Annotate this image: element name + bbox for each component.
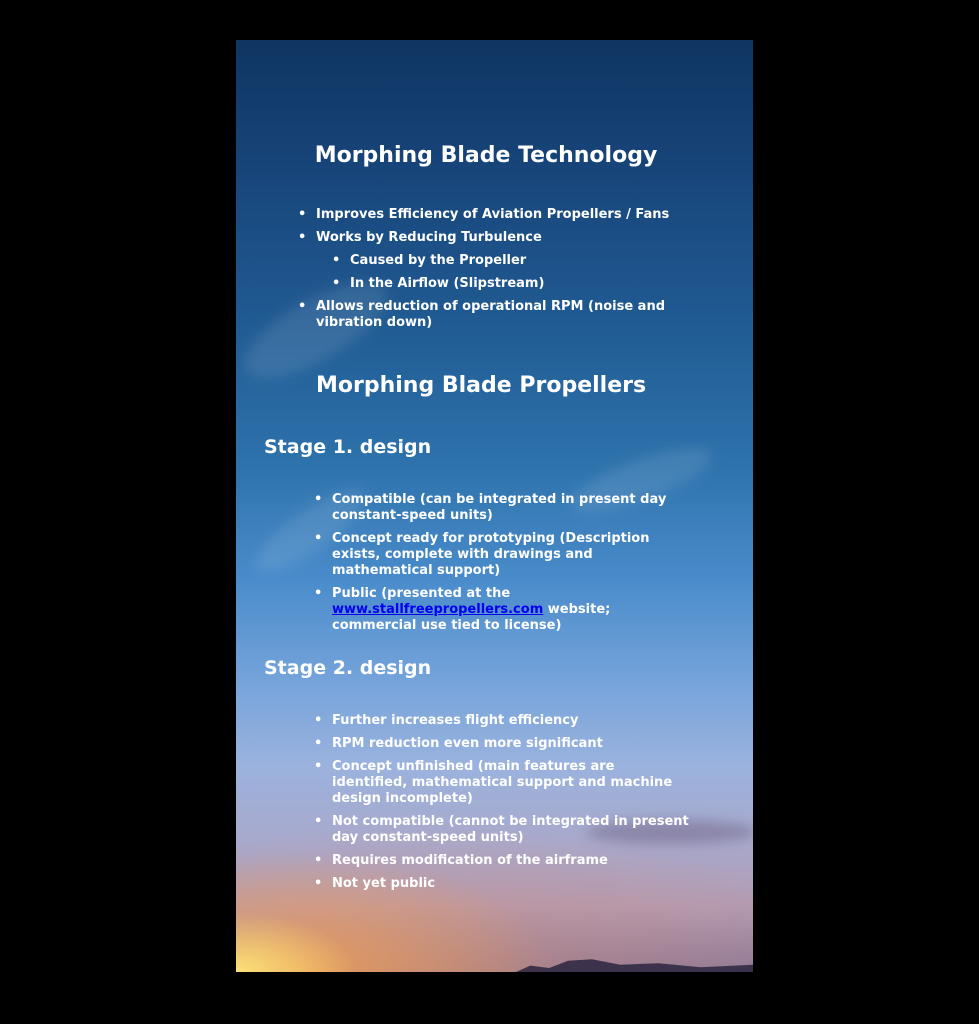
list-item: • Concept unfinished (main features are identified, mathematical support and machine design incomplete) <box>314 759 694 807</box>
stage-2-bullet-list <box>314 713 694 899</box>
sky-background-panel <box>236 40 753 972</box>
list-item: • Compatible (can be integrated in present day constant-speed units) <box>314 492 694 524</box>
list-item-sub: • Caused by the Propeller <box>332 253 678 269</box>
stage-1-bullet-list <box>314 492 694 641</box>
list-item: • Concept ready for prototyping (Description exists, complete with drawings and mathematical support) <box>314 531 694 579</box>
list-item: • Improves Efficiency of Aviation Propellers / Fans <box>298 207 678 223</box>
heading-stage-1-design: Stage 1. design <box>264 436 432 458</box>
list-item: • RPM reduction even more significant <box>314 736 694 752</box>
list-item: • Allows reduction of operational RPM (noise and vibration down) <box>298 299 678 331</box>
heading-morphing-blade-technology: Morphing Blade Technology <box>314 143 658 168</box>
list-item: • Further increases flight efficiency <box>314 713 694 729</box>
list-item: • Works by Reducing Turbulence <box>298 230 678 246</box>
stallfreepropellers-link[interactable]: www.stallfreepropellers.com <box>332 602 544 617</box>
heading-stage-2-design: Stage 2. design <box>264 657 432 679</box>
list-item: • Not compatible (cannot be integrated in present day constant-speed units) <box>314 814 694 846</box>
document-content <box>236 40 753 972</box>
technology-bullet-list <box>298 207 678 338</box>
list-item: • Requires modification of the airframe <box>314 853 694 869</box>
list-item-public <box>314 586 694 634</box>
list-item: • Not yet public <box>314 876 694 892</box>
public-suffix: website; commercial use tied to license) <box>332 602 611 633</box>
list-item-sub: • In the Airflow (Slipstream) <box>332 276 678 292</box>
heading-morphing-blade-propellers: Morphing Blade Propellers <box>316 373 647 398</box>
public-prefix: Public (presented at the <box>332 586 511 601</box>
